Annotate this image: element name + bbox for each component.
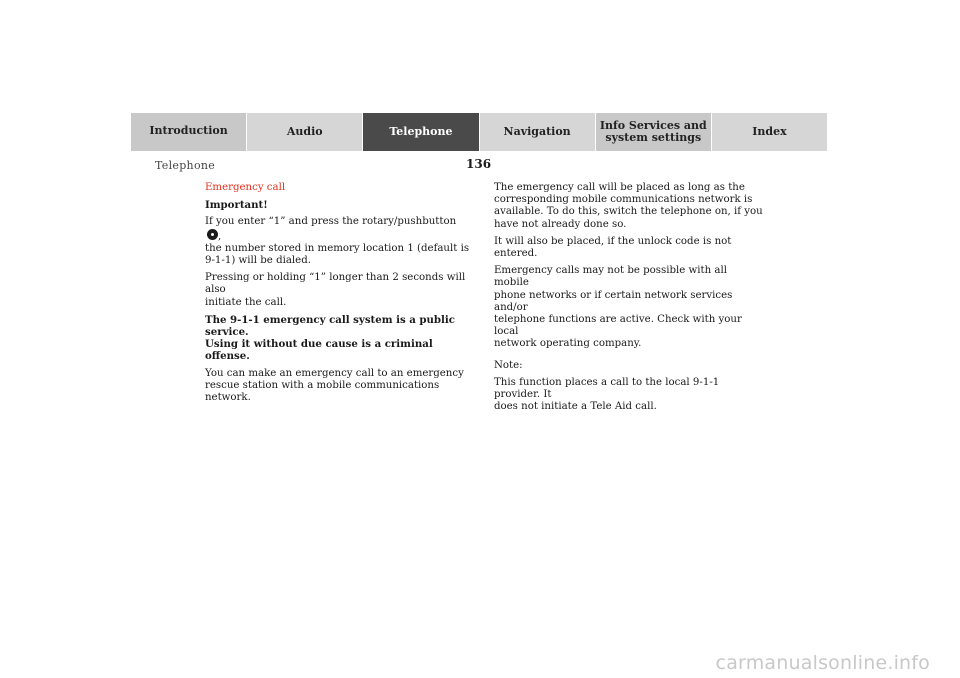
paragraph-dial-1-after: , the number stored in memory location 1 (default is 9-1-1) will be dialed.: [205, 230, 470, 267]
rotary-pushbutton-icon: [207, 229, 218, 240]
paragraph-dial-1: [205, 216, 470, 267]
section-title: Telephone: [155, 159, 216, 172]
left-column: [205, 182, 470, 409]
paragraph-network-available: The emergency call will be placed as long as the corresponding mobile communications network is available. To do this, switch the telephone on, if you have not already done so.: [494, 182, 763, 230]
important-label: Important!: [205, 199, 268, 212]
paragraph-unlock-code: It will also be placed, if the unlock code is not entered.: [494, 235, 732, 260]
note-text: This function places a call to the local 9-1-1 provider. It does not initiate a Tele Aid call.: [494, 376, 720, 413]
tab-info-services[interactable]: Info Services and system settings: [596, 113, 712, 151]
tab-audio[interactable]: Audio: [247, 113, 363, 151]
paragraph-network-limits: Emergency calls may not be possible with all mobile phone networks or if certain network services and/or telephone functions are active. Check with your local network operating company.: [494, 265, 742, 350]
warning-text: The 9-1-1 emergency call system is a public service. Using it without due cause is a criminal offense.: [205, 313, 455, 363]
tab-index[interactable]: Index: [712, 113, 827, 151]
right-column: [494, 182, 764, 418]
paragraph-dial-1-before: If you enter “1” and press the rotary/pushbutton: [205, 216, 457, 228]
page-number: 136: [466, 157, 492, 171]
heading-emergency-call: Emergency call: [205, 182, 286, 193]
paragraph-hold-1: Pressing or holding “1” longer than 2 seconds will also initiate the call.: [205, 272, 466, 308]
footer: [0, 652, 960, 678]
watermark: carmanualsonline.info: [715, 652, 930, 674]
tab-telephone[interactable]: Telephone: [363, 113, 479, 151]
section-tab-bar: [131, 113, 827, 151]
note-label: Note:: [494, 359, 523, 371]
paragraph-rescue-station: You can make an emergency call to an emergency rescue station with a mobile communications network.: [205, 367, 464, 404]
tab-introduction[interactable]: Introduction: [131, 113, 247, 151]
tab-navigation[interactable]: Navigation: [480, 113, 596, 151]
